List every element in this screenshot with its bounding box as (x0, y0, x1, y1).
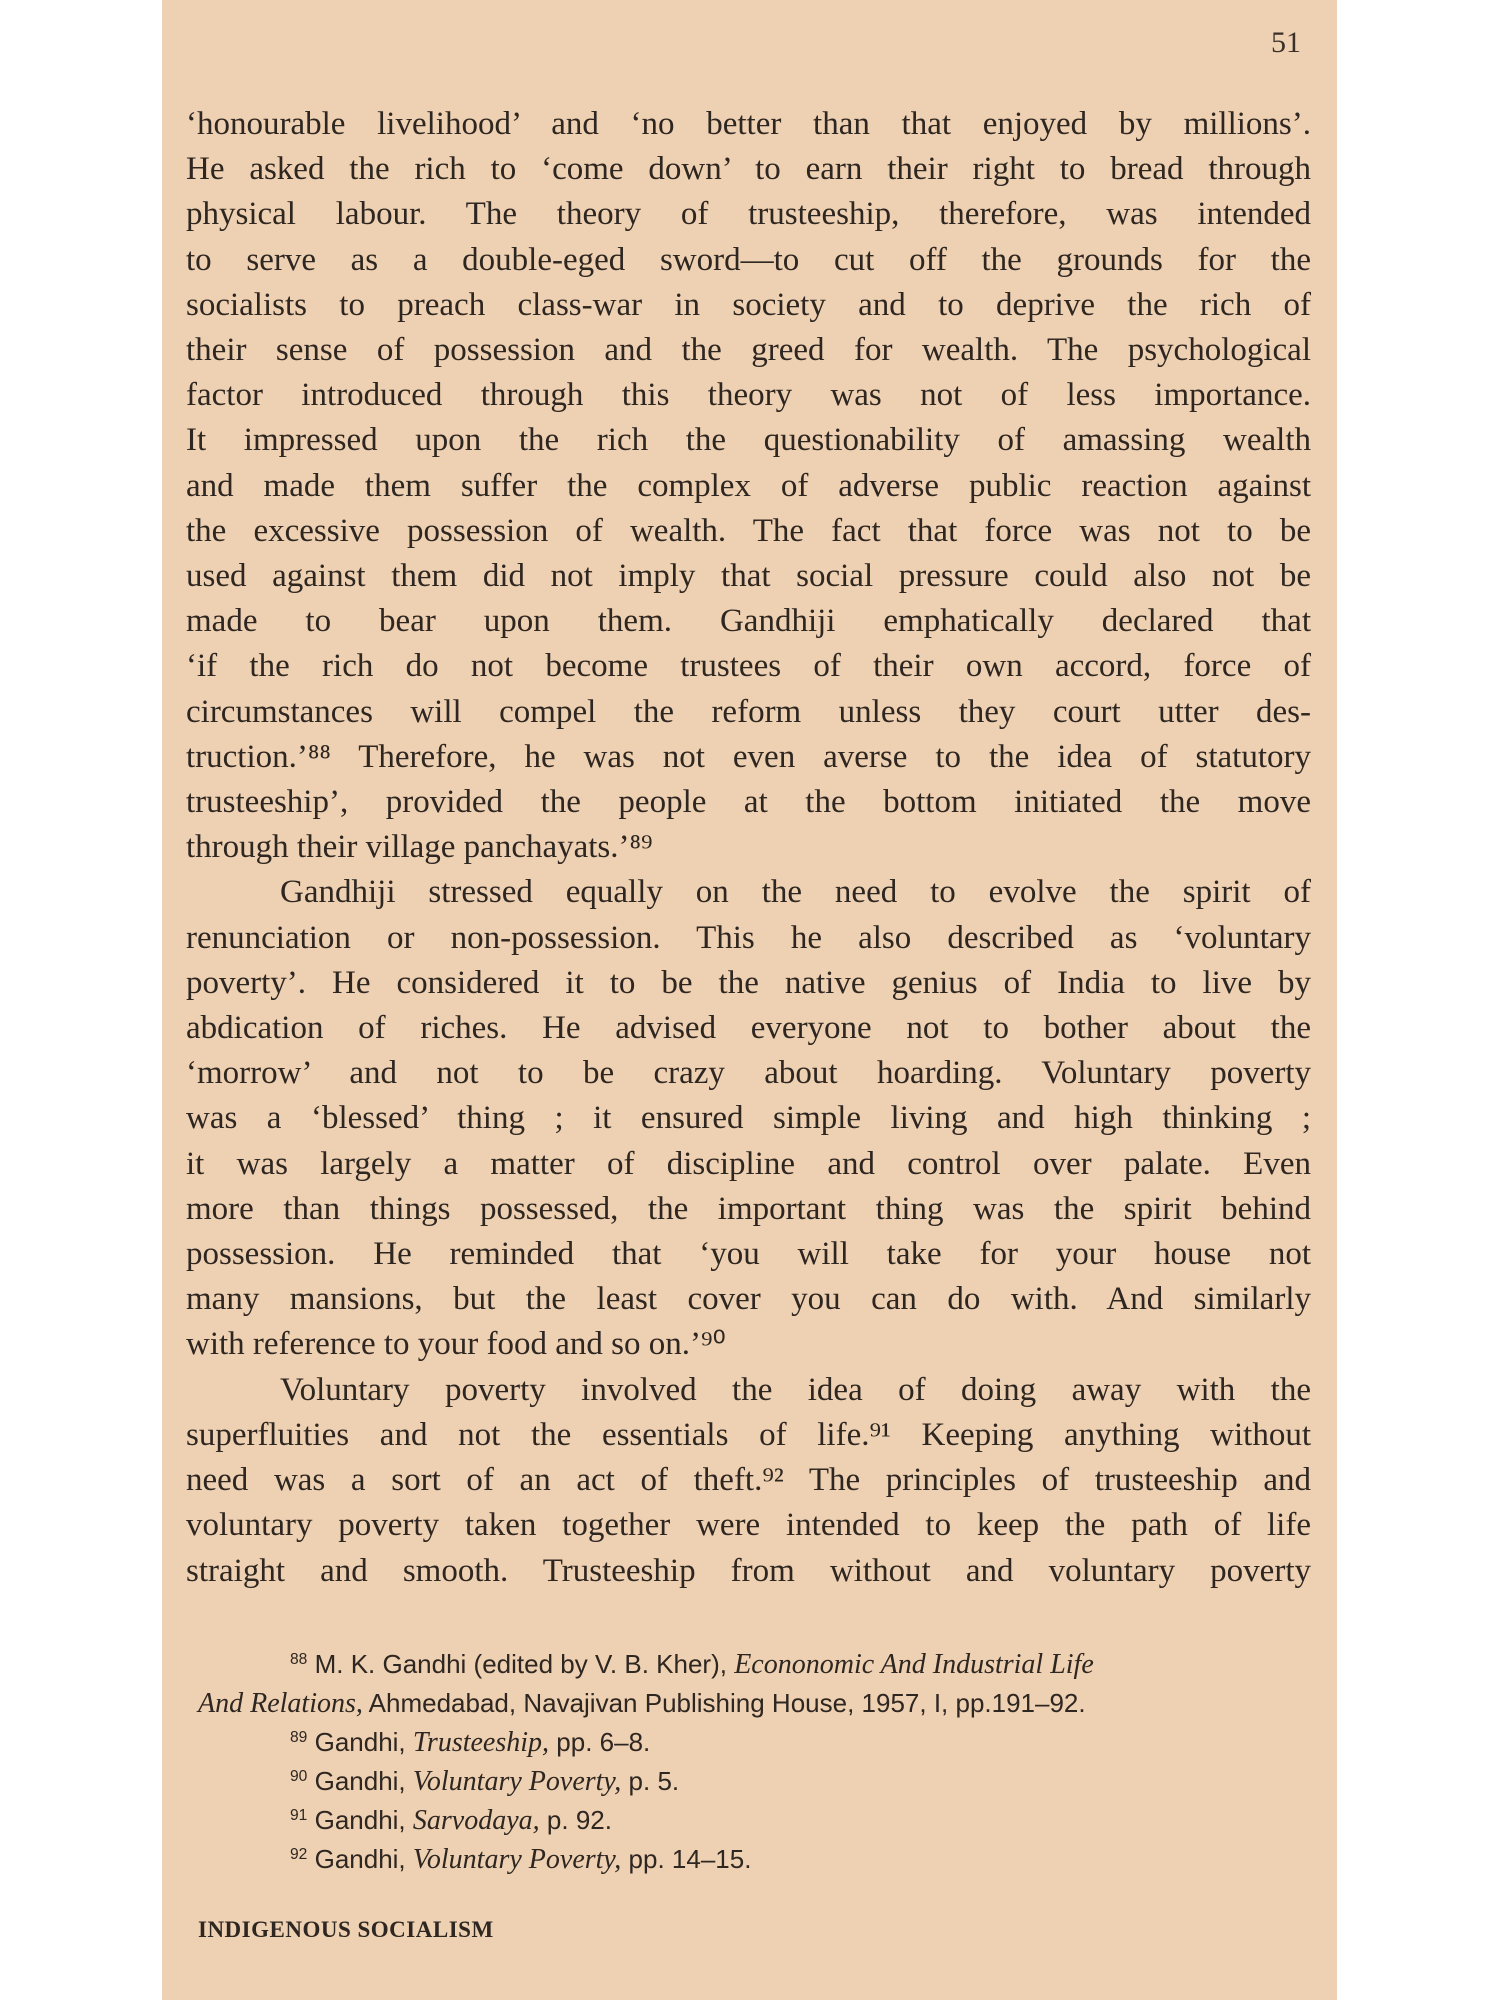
footnote-88 (198, 1645, 1308, 1684)
text-line: it was largely a matter of discipline and control over palate. Even (186, 1145, 1311, 1182)
text-line: Gandhiji stressed equally on the need to evolve the spirit of (280, 874, 1311, 911)
footnote-title: Trusteeship, (412, 1727, 550, 1758)
page-number: 51 (1271, 26, 1301, 59)
footnote-title: And Relations, (198, 1688, 363, 1719)
text-line: factor introduced through this theory was not of less importance. (186, 377, 1311, 414)
footnote-92 (198, 1840, 1308, 1879)
text-line: to serve as a double-eged sword—to cut off the grounds for the (186, 241, 1311, 278)
text-line: He asked the rich to ‘come down’ to earn their right to bread through (186, 151, 1311, 188)
footnote-pages: pp. 14–15. (628, 1844, 752, 1874)
text-line: trusteeship’, provided the people at the bottom initiated the move (186, 784, 1311, 821)
footnote-pages: p. 5. (628, 1766, 680, 1796)
footnote-title: Sarvodaya, (412, 1805, 540, 1836)
paragraph-1 (186, 102, 1311, 870)
text-line: It impressed upon the rich the questionability of amassing wealth (186, 422, 1311, 459)
text-line: circumstances will compel the reform unless they court utter des- (186, 693, 1311, 730)
footnote-89 (198, 1723, 1308, 1762)
footnote-90 (198, 1762, 1308, 1801)
footnote-title: Econonomic And Industrial Life (734, 1649, 1094, 1680)
text-line: made to bear upon them. Gandhiji emphatically declared that (186, 603, 1311, 640)
footnote-author: Gandhi, (314, 1805, 406, 1835)
text-line: with reference to your food and so on.’⁹⁰ (186, 1326, 726, 1363)
text-line: truction.’⁸⁸ Therefore, he was not even averse to the idea of statutory (186, 738, 1311, 775)
footnote-number: 88 (290, 1651, 308, 1668)
text-line: their sense of possession and the greed for wealth. The psychological (186, 332, 1311, 369)
paragraph-2 (186, 870, 1311, 1367)
text-line: many mansions, but the least cover you can do with. And similarly (186, 1281, 1311, 1318)
footnote-number: 91 (290, 1807, 308, 1824)
footnote-author: Gandhi, (314, 1727, 406, 1757)
text-line: need was a sort of an act of theft.⁹² The principles of trusteeship and (186, 1462, 1311, 1499)
footnote-88-continued (198, 1684, 1308, 1723)
footnote-title: Voluntary Poverty, (412, 1766, 622, 1797)
text-line: Voluntary poverty involved the idea of doing away with the (280, 1371, 1311, 1408)
footnote-author: Gandhi, (314, 1844, 406, 1874)
body-text (186, 102, 1311, 1594)
text-line: socialists to preach class-war in society and to deprive the rich of (186, 286, 1311, 323)
footnote-author: M. K. Gandhi (edited by V. B. Kher), (314, 1649, 727, 1679)
book-page (162, 0, 1337, 2000)
text-line: renunciation or non-possession. This he also described as ‘voluntary (186, 919, 1311, 956)
running-footer: INDIGENOUS SOCIALISM (198, 1917, 494, 1942)
text-line: ‘morrow’ and not to be crazy about hoarding. Voluntary poverty (186, 1055, 1311, 1092)
footnote-author: Gandhi, (314, 1766, 406, 1796)
text-line: superfluities and not the essentials of life.⁹¹ Keeping anything without (186, 1416, 1311, 1453)
text-line: poverty’. He considered it to be the native genius of India to live by (186, 964, 1311, 1001)
text-line: more than things possessed, the important thing was the spirit behind (186, 1190, 1311, 1227)
footnote-pages: pp. 6–8. (556, 1727, 651, 1757)
footnote-publication: Ahmedabad, Navajivan Publishing House, 1957, I, pp.191–92. (368, 1688, 1086, 1718)
footnote-number: 90 (290, 1768, 308, 1785)
footnote-number: 89 (290, 1729, 308, 1746)
text-line: possession. He reminded that ‘you will take for your house not (186, 1236, 1311, 1273)
text-line: ‘if the rich do not become trustees of their own accord, force of (186, 648, 1311, 685)
paragraph-3 (186, 1368, 1311, 1594)
text-line: abdication of riches. He advised everyone not to bother about the (186, 1010, 1311, 1047)
footnotes (198, 1645, 1308, 1879)
text-line: voluntary poverty taken together were intended to keep the path of life (186, 1507, 1311, 1544)
footnote-title: Voluntary Poverty, (412, 1844, 622, 1875)
text-line: and made them suffer the complex of adverse public reaction against (186, 467, 1311, 504)
text-line: was a ‘blessed’ thing ; it ensured simple living and high thinking ; (186, 1100, 1311, 1137)
footnote-91 (198, 1801, 1308, 1840)
footnote-pages: p. 92. (546, 1805, 612, 1835)
text-line: straight and smooth. Trusteeship from without and voluntary poverty (186, 1552, 1311, 1589)
text-line: physical labour. The theory of trusteeship, therefore, was intended (186, 196, 1311, 233)
text-line: the excessive possession of wealth. The fact that force was not to be (186, 512, 1311, 549)
text-line: ‘honourable livelihood’ and ‘no better than that enjoyed by millions’. (186, 106, 1311, 142)
footnote-number: 92 (290, 1846, 308, 1863)
text-line: through their village panchayats.’⁸⁹ (186, 829, 653, 866)
text-line: used against them did not imply that social pressure could also not be (186, 558, 1311, 595)
